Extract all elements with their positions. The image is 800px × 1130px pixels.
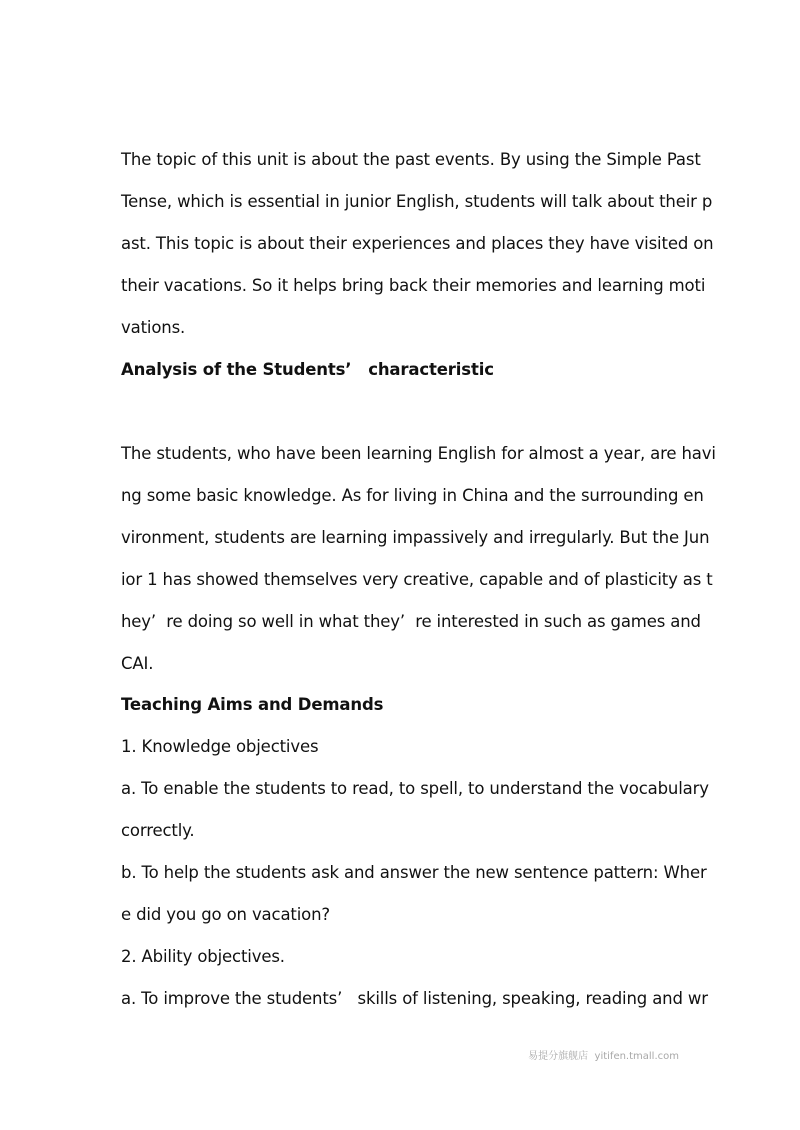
list-item: 1. Knowledge objectives [121, 737, 319, 756]
list-item: correctly. [121, 821, 195, 840]
paragraph-line: ast. This topic is about their experiences and places they have visited on [121, 234, 714, 253]
list-item: a. To enable the students to read, to spell, to understand the vocabulary [121, 779, 709, 798]
footer-watermark: 易提分旗舰店 yitifen.tmall.com [528, 1051, 679, 1062]
section-heading-students: Analysis of the Students’ characteristic [121, 360, 494, 379]
list-item: e did you go on vacation? [121, 905, 331, 924]
paragraph-line: CAI. [121, 654, 154, 673]
paragraph-line: ior 1 has showed themselves very creative, capable and of plasticity as t [121, 570, 713, 589]
paragraph-line: hey’ re doing so well in what they’ re interested in such as games and [121, 612, 701, 631]
list-item: b. To help the students ask and answer the new sentence pattern: Wher [121, 863, 707, 882]
paragraph-line: vations. [121, 318, 186, 337]
paragraph-line: their vacations. So it helps bring back their memories and learning moti [121, 276, 706, 295]
paragraph-line: vironment, students are learning impassively and irregularly. But the Jun [121, 528, 710, 547]
section-heading-teaching-aims: Teaching Aims and Demands [121, 695, 384, 714]
paragraph-line: Tense, which is essential in junior English, students will talk about their p [121, 192, 713, 211]
paragraph-line: ng some basic knowledge. As for living in China and the surrounding en [121, 486, 704, 505]
list-item: a. To improve the students’ skills of listening, speaking, reading and wr [121, 989, 708, 1008]
paragraph-line: The topic of this unit is about the past events. By using the Simple Past [121, 150, 701, 169]
list-item: 2. Ability objectives. [121, 947, 285, 966]
paragraph-line: The students, who have been learning English for almost a year, are havi [121, 444, 716, 463]
